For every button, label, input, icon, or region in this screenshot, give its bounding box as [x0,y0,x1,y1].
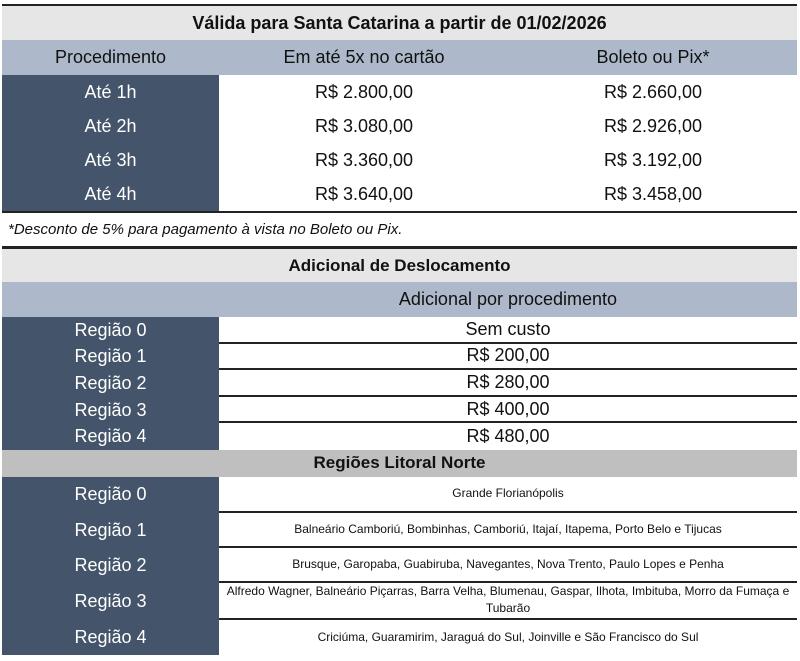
pricing-header-row [2,40,797,75]
region-label: Região 0 [2,477,219,513]
card-price: R$ 3.080,00 [314,115,414,136]
price-row [2,75,797,109]
procedure-label: Até 2h [2,109,219,143]
card-price: R$ 2.800,00 [314,81,414,102]
region-label: Região 1 [2,344,219,371]
procedure-label: Até 3h [2,143,219,177]
footnote: *Desconto de 5% para pagamento à vista no Boleto ou Pix. [2,211,797,246]
travel-header-row [2,282,797,317]
travel-fee: R$ 400,00 [219,397,797,424]
region-cities: Alfredo Wagner, Balneário Piçarras, Barra Velha, Blumenau, Gaspar, Ilhota, Imbituba, Morro da Fumaça e Tubarão [219,583,797,620]
region-cities: Brusque, Garopaba, Guabiruba, Navegantes, Nova Trento, Paulo Lopes e Penha [219,548,797,583]
card-price: R$ 3.360,00 [314,149,414,170]
pix-price: R$ 3.458,00 [603,183,703,204]
pricing-title: Válida para Santa Catarina a partir de 01/02/2026 [2,4,797,40]
travel-fee: Sem custo [219,317,797,344]
travel-row [2,423,797,450]
region-row [2,583,797,620]
travel-fee: R$ 480,00 [466,426,550,447]
header-procedure: Procedimento [54,47,167,67]
travel-row [2,370,797,397]
region-label: Região 3 [2,397,219,424]
travel-row [2,344,797,371]
region-cities: Balneário Camboriú, Bombinhas, Camboriú, Itajaí, Itapema, Porto Belo e Tijucas [219,513,797,548]
header-pix: Boleto ou Pix* [596,47,710,67]
price-sheet [2,4,797,655]
region-label: Região 1 [2,513,219,548]
travel-fee: R$ 280,00 [219,370,797,397]
travel-row [2,397,797,424]
region-row [2,513,797,548]
region-cities: Grande Florianópolis [219,477,797,513]
regions-title: Regiões Litoral Norte [2,450,797,477]
price-row [2,143,797,177]
region-label: Região 2 [2,548,219,583]
region-label: Região 3 [2,583,219,620]
region-label: Região 0 [2,317,219,344]
pix-price: R$ 2.660,00 [603,81,703,102]
price-row [2,109,797,143]
procedure-label: Até 1h [2,75,219,109]
region-label: Região 4 [2,620,219,655]
card-price: R$ 3.640,00 [314,183,414,204]
travel-header: Adicional por procedimento [398,289,618,309]
region-label: Região 2 [2,370,219,397]
travel-row [2,317,797,344]
procedure-label: Até 4h [2,177,219,211]
travel-header-empty [2,282,219,317]
travel-fee: R$ 200,00 [219,344,797,371]
pix-price: R$ 3.192,00 [603,149,703,170]
region-cities: Criciúma, Guaramirim, Jaraguá do Sul, Joinville e São Francisco do Sul [317,629,699,644]
price-row [2,177,797,211]
region-row [2,477,797,513]
travel-title: Adicional de Deslocamento [2,246,797,282]
region-row [2,620,797,655]
header-card: Em até 5x no cartão [283,47,445,67]
region-label: Região 4 [2,423,219,450]
pix-price: R$ 2.926,00 [603,115,703,136]
region-row [2,548,797,583]
